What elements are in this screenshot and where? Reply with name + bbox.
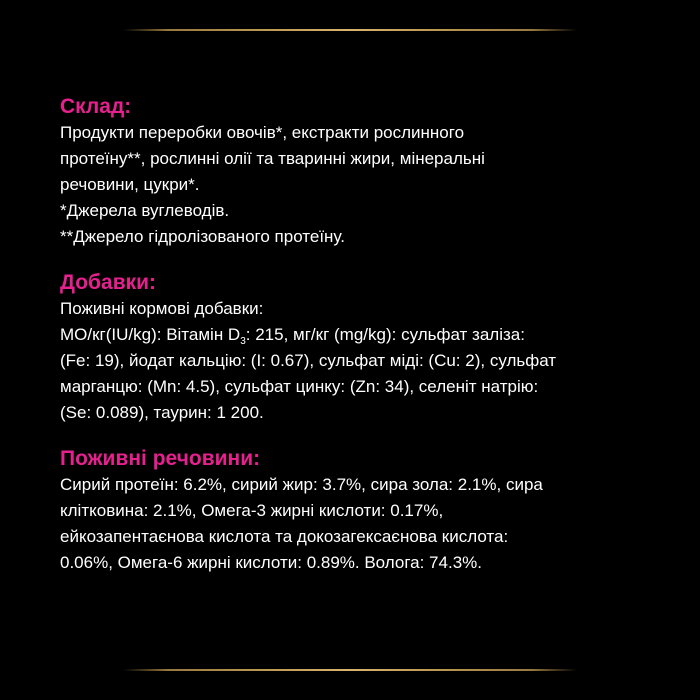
composition-heading: Склад: <box>60 95 132 118</box>
nutrients-section <box>60 446 670 576</box>
top-gold-divider <box>123 29 577 31</box>
nutrients-line: Сирий протеїн: 6.2%, сирий жир: 3.7%, сира зола: 2.1%, сира <box>60 475 543 494</box>
additives-line: (Fe: 19), йодат кальцію: (I: 0.67), сульфат міді: (Cu: 2), сульфат <box>60 351 557 370</box>
vitamin-d-subscript: 3 <box>240 336 246 347</box>
additives-line: Поживні кормові добавки: <box>60 299 264 318</box>
product-info <box>60 94 670 596</box>
vitamin-d-prefix: МО/кг(IU/kg): Вітамін D <box>60 325 241 344</box>
protein-footnote: **Джерело гідролізованого протеїну. <box>60 227 345 246</box>
bottom-gold-divider <box>123 669 577 671</box>
nutrients-line: 0.06%, Омега-6 жирні кислоти: 0.89%. Волога: 74.3%. <box>60 553 482 572</box>
nutrients-line: клітковина: 2.1%, Омега-3 жирні кислоти: 0.17%, <box>60 501 444 520</box>
additives-heading: Добавки: <box>60 271 157 294</box>
additives-line: (Se: 0.089), таурин: 1 200. <box>60 403 264 422</box>
additives-section <box>60 270 670 426</box>
composition-line: речовини, цукри*. <box>60 175 200 194</box>
composition-line: Продукти переробки овочів*, екстракти рослинного <box>60 123 465 142</box>
nutrients-line: ейкозапентаєнова кислота та докозагексаєнова кислота: <box>60 527 509 546</box>
additives-line: марганцю: (Mn: 4.5), сульфат цинку: (Zn: 34), селеніт натрію: <box>60 377 539 396</box>
composition-line: протеїну**, рослинні олії та тваринні жири, мінеральні <box>60 149 485 168</box>
carbohydrate-footnote: *Джерела вуглеводів. <box>60 201 230 220</box>
vitamin-d-suffix: : 215, мг/кг (mg/kg): сульфат заліза: <box>245 325 525 344</box>
composition-section <box>60 94 670 250</box>
nutrients-heading: Поживні речовини: <box>60 447 261 470</box>
additives-line <box>60 322 670 348</box>
